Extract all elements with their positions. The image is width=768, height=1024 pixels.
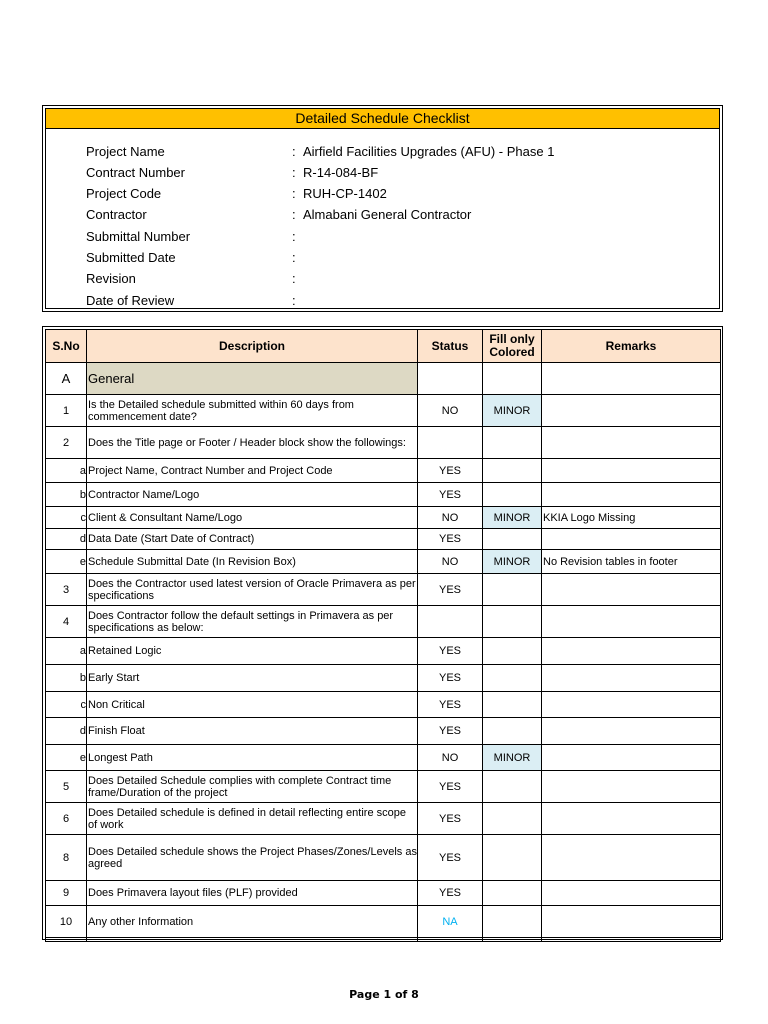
sno-cell: d xyxy=(46,718,87,745)
fill-cell xyxy=(483,574,542,606)
sno-cell: e xyxy=(46,550,87,574)
field-separator: : xyxy=(292,165,296,180)
checklist-table xyxy=(45,329,721,942)
field-label: Project Code xyxy=(86,186,162,201)
sno-cell: 4 xyxy=(46,606,87,638)
status-cell: YES xyxy=(418,803,483,835)
field-value: RUH-CP-1402 xyxy=(303,186,387,201)
status-cell: YES xyxy=(418,692,483,718)
description-cell: Finish Float xyxy=(87,718,418,745)
field-label: Date of Review xyxy=(86,293,175,308)
status-cell: NO xyxy=(418,395,483,427)
project-info-block xyxy=(42,105,723,312)
fill-cell xyxy=(483,771,542,803)
table-row xyxy=(46,906,721,938)
status-cell: YES xyxy=(418,638,483,665)
remarks-cell xyxy=(542,803,721,835)
status-cell: NO xyxy=(418,550,483,574)
description-cell: Schedule Submittal Date (In Revision Box) xyxy=(87,550,418,574)
sno-cell: d xyxy=(46,529,87,550)
field-separator: : xyxy=(292,207,296,222)
table-row xyxy=(46,745,721,771)
fill-cell: MINOR xyxy=(483,395,542,427)
field-separator: : xyxy=(292,186,296,201)
sno-cell: 1 xyxy=(46,395,87,427)
table-row xyxy=(46,483,721,507)
column-header-status: Status xyxy=(418,330,483,363)
fill-cell xyxy=(483,835,542,881)
column-header-remarks: Remarks xyxy=(542,330,721,363)
table-header-row xyxy=(46,330,721,363)
table-row xyxy=(46,881,721,906)
remarks-cell xyxy=(542,574,721,606)
fill-cell xyxy=(483,363,542,395)
remarks-cell xyxy=(542,395,721,427)
table-row xyxy=(46,395,721,427)
fill-cell xyxy=(483,803,542,835)
table-row xyxy=(46,771,721,803)
description-cell: Client & Consultant Name/Logo xyxy=(87,507,418,529)
column-header-fill: Fill only Colored xyxy=(483,330,542,363)
fill-cell xyxy=(483,483,542,507)
description-cell: Does Detailed schedule shows the Project Phases/Zones/Levels as agreed xyxy=(87,835,418,881)
table-row xyxy=(46,692,721,718)
fill-cell xyxy=(483,606,542,638)
table-row xyxy=(46,550,721,574)
fill-cell: MINOR xyxy=(483,550,542,574)
remarks-cell xyxy=(542,606,721,638)
fill-cell: MINOR xyxy=(483,507,542,529)
description-cell: Does Detailed Schedule complies with complete Contract time frame/Duration of the project xyxy=(87,771,418,803)
description-cell: Non Critical xyxy=(87,692,418,718)
description-cell: Retained Logic xyxy=(87,638,418,665)
table-row xyxy=(46,529,721,550)
sno-cell: b xyxy=(46,483,87,507)
field-separator: : xyxy=(292,229,296,244)
sno-cell: c xyxy=(46,507,87,529)
remarks-cell xyxy=(542,638,721,665)
description-cell: Is the Detailed schedule submitted within 60 days from commencement date? xyxy=(87,395,418,427)
field-separator: : xyxy=(292,144,296,159)
table-row xyxy=(46,803,721,835)
status-cell: YES xyxy=(418,665,483,692)
status-cell: YES xyxy=(418,881,483,906)
remarks-cell xyxy=(542,483,721,507)
field-value: R-14-084-BF xyxy=(303,165,379,180)
remarks-cell xyxy=(542,529,721,550)
sno-cell: 2 xyxy=(46,427,87,459)
checklist-table-frame xyxy=(42,326,723,940)
field-label: Submittal Number xyxy=(86,229,191,244)
fill-cell xyxy=(483,638,542,665)
section-sno: A xyxy=(46,363,87,395)
status-cell xyxy=(418,363,483,395)
sno-cell: 9 xyxy=(46,881,87,906)
sno-cell: 10 xyxy=(46,906,87,938)
remarks-cell xyxy=(542,881,721,906)
description-cell: Does the Title page or Footer / Header block show the followings: xyxy=(87,427,418,459)
remarks-cell xyxy=(542,771,721,803)
status-cell xyxy=(418,427,483,459)
table-row xyxy=(46,606,721,638)
description-cell: Data Date (Start Date of Contract) xyxy=(87,529,418,550)
status-cell: YES xyxy=(418,483,483,507)
table-row xyxy=(46,638,721,665)
fill-cell xyxy=(483,692,542,718)
sno-cell: 3 xyxy=(46,574,87,606)
section-row xyxy=(46,363,721,395)
field-label: Contractor xyxy=(86,207,147,222)
field-label: Project Name xyxy=(86,144,165,159)
page-number: Page 1 of 8 xyxy=(349,988,419,1001)
field-label: Revision xyxy=(86,271,136,286)
sno-cell: c xyxy=(46,692,87,718)
column-header-description: Description xyxy=(87,330,418,363)
table-row xyxy=(46,665,721,692)
fill-cell xyxy=(483,665,542,692)
description-cell: Longest Path xyxy=(87,745,418,771)
table-row xyxy=(46,507,721,529)
table-row xyxy=(46,835,721,881)
status-cell: YES xyxy=(418,835,483,881)
sno-cell: 5 xyxy=(46,771,87,803)
column-header-sno: S.No xyxy=(46,330,87,363)
status-cell: NO xyxy=(418,507,483,529)
table-row xyxy=(46,459,721,483)
remarks-cell xyxy=(542,692,721,718)
status-cell xyxy=(418,606,483,638)
sno-cell: e xyxy=(46,745,87,771)
fill-cell xyxy=(483,459,542,483)
remarks-cell xyxy=(542,363,721,395)
description-cell: Any other Information xyxy=(87,906,418,938)
description-cell: Does the Contractor used latest version of Oracle Primavera as per specifications xyxy=(87,574,418,606)
description-cell: Does Contractor follow the default settings in Primavera as per specifications as below: xyxy=(87,606,418,638)
remarks-cell xyxy=(542,745,721,771)
description-cell: Early Start xyxy=(87,665,418,692)
description-cell: Project Name, Contract Number and Project Code xyxy=(87,459,418,483)
status-cell: NO xyxy=(418,745,483,771)
field-separator: : xyxy=(292,271,296,286)
description-cell: Contractor Name/Logo xyxy=(87,483,418,507)
fill-cell xyxy=(483,718,542,745)
field-separator: : xyxy=(292,293,296,308)
field-separator: : xyxy=(292,250,296,265)
sno-cell: a xyxy=(46,638,87,665)
remarks-cell xyxy=(542,718,721,745)
remarks-cell xyxy=(542,427,721,459)
status-cell: NA xyxy=(418,906,483,938)
description-cell: Does Primavera layout files (PLF) provided xyxy=(87,881,418,906)
remarks-cell xyxy=(542,835,721,881)
field-value: Almabani General Contractor xyxy=(303,207,472,222)
status-cell: YES xyxy=(418,771,483,803)
table-row xyxy=(46,718,721,745)
table-end-row xyxy=(46,938,721,942)
fill-cell xyxy=(483,881,542,906)
sno-cell: a xyxy=(46,459,87,483)
remarks-cell xyxy=(542,906,721,938)
fill-cell xyxy=(483,427,542,459)
field-label: Contract Number xyxy=(86,165,185,180)
table-row xyxy=(46,574,721,606)
table-row xyxy=(46,427,721,459)
remarks-cell xyxy=(542,459,721,483)
field-value: Airfield Facilities Upgrades (AFU) - Phase 1 xyxy=(303,144,555,159)
remarks-cell: KKIA Logo Missing xyxy=(542,507,721,529)
sno-cell: b xyxy=(46,665,87,692)
sno-cell: 6 xyxy=(46,803,87,835)
sno-cell: 8 xyxy=(46,835,87,881)
fill-cell xyxy=(483,906,542,938)
field-label: Submitted Date xyxy=(86,250,176,265)
description-cell: Does Detailed schedule is defined in detail reflecting entire scope of work xyxy=(87,803,418,835)
status-cell: YES xyxy=(418,718,483,745)
section-title: General xyxy=(87,363,418,395)
fill-cell xyxy=(483,529,542,550)
remarks-cell xyxy=(542,665,721,692)
status-cell: YES xyxy=(418,529,483,550)
status-cell: YES xyxy=(418,574,483,606)
remarks-cell: No Revision tables in footer xyxy=(542,550,721,574)
checklist-title: Detailed Schedule Checklist xyxy=(46,109,719,129)
status-cell: YES xyxy=(418,459,483,483)
fill-cell: MINOR xyxy=(483,745,542,771)
